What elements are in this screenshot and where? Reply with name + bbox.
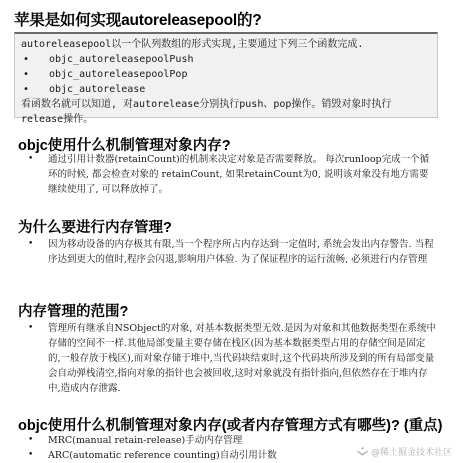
bullet: • xyxy=(23,69,30,80)
list-item-text: 通过引用计数器(retainCount)的机制来决定对象是否需要释放。 每次runloop完成一个循环的时候, 都会检查对象的 retainCount, 如果retainCount为0, 说明该对象没有地方需要继续使用了, 可以释放掉了。 xyxy=(48,154,430,195)
list-item xyxy=(24,237,436,267)
list-item-text: 因为移动设备的内存极其有限,当一个程序所占内存达到一定值时, 系统会发出内存警告. 当程序达到更大的值时,程序会闪退,影响用户体验. 为了保证程序的运行流畅, 必须进行内存管理 xyxy=(48,239,434,265)
code-list-item xyxy=(21,52,431,67)
bullet: • xyxy=(23,84,30,95)
code-intro: autoreleasepool以一个队列数组的形式实现,主要通过下列三个函数完成. xyxy=(21,39,364,50)
watermark-text: @稀土掘金技术社区 xyxy=(370,448,452,458)
code-list-item xyxy=(21,67,431,82)
list-item-text: MRC(manual retain-release)手动内存管理 xyxy=(48,435,243,446)
bullet: • xyxy=(28,450,34,460)
section-heading-memory-mechanism: objc使用什么机制管理对象内存? xyxy=(18,138,231,154)
func-name: objc_autoreleasepoolPop xyxy=(49,69,188,80)
bullet: • xyxy=(28,323,34,333)
list-item xyxy=(24,321,436,396)
watermark xyxy=(357,445,452,458)
section-heading-why-manage: 为什么要进行内存管理? xyxy=(18,220,172,236)
code-outro-line-1: 看函数名就可以知道, 对autorelease分别执行push、pop操作。销毁对象时执行 xyxy=(21,99,392,110)
juejin-logo-icon xyxy=(357,447,368,457)
section-heading-scope: 内存管理的范围? xyxy=(18,304,129,320)
bullet: • xyxy=(23,54,30,65)
code-list-item xyxy=(21,82,431,97)
section-heading-management-methods: objc使用什么机制管理对象内存(或者内存管理方式有哪些)? (重点) xyxy=(18,418,443,434)
list-item xyxy=(24,152,436,197)
code-outro-line-2: release操作。 xyxy=(21,114,94,125)
list-item-text: ARC(automatic reference counting)自动引用计数 xyxy=(48,450,277,461)
func-name: objc_autorelease xyxy=(49,84,146,95)
code-block xyxy=(14,32,438,125)
bullet: • xyxy=(28,435,34,445)
bullet: • xyxy=(28,154,34,164)
list-item-text: 管理所有继承自NSObject的对象, 对基本数据类型无效.是因为对象和其他数据类型在系统中存储的空间不一样.其他局部变量主要存储在栈区(因为基本数据类型占用的存储空间是固定的,一般存放于栈区),而对象存储于堆中,当代码块结束时,这个代码块所涉及到的所有局部变量会自动弹栈清空,指向对象的指针也会被回收,这时对象就没有指针指向,但依然存在于堆内存中,造成内存泄露. xyxy=(48,323,436,394)
page-title: 苹果是如何实现autoreleasepool的? xyxy=(14,12,262,29)
bullet: • xyxy=(28,239,34,249)
func-name: objc_autoreleasepoolPush xyxy=(49,54,194,65)
